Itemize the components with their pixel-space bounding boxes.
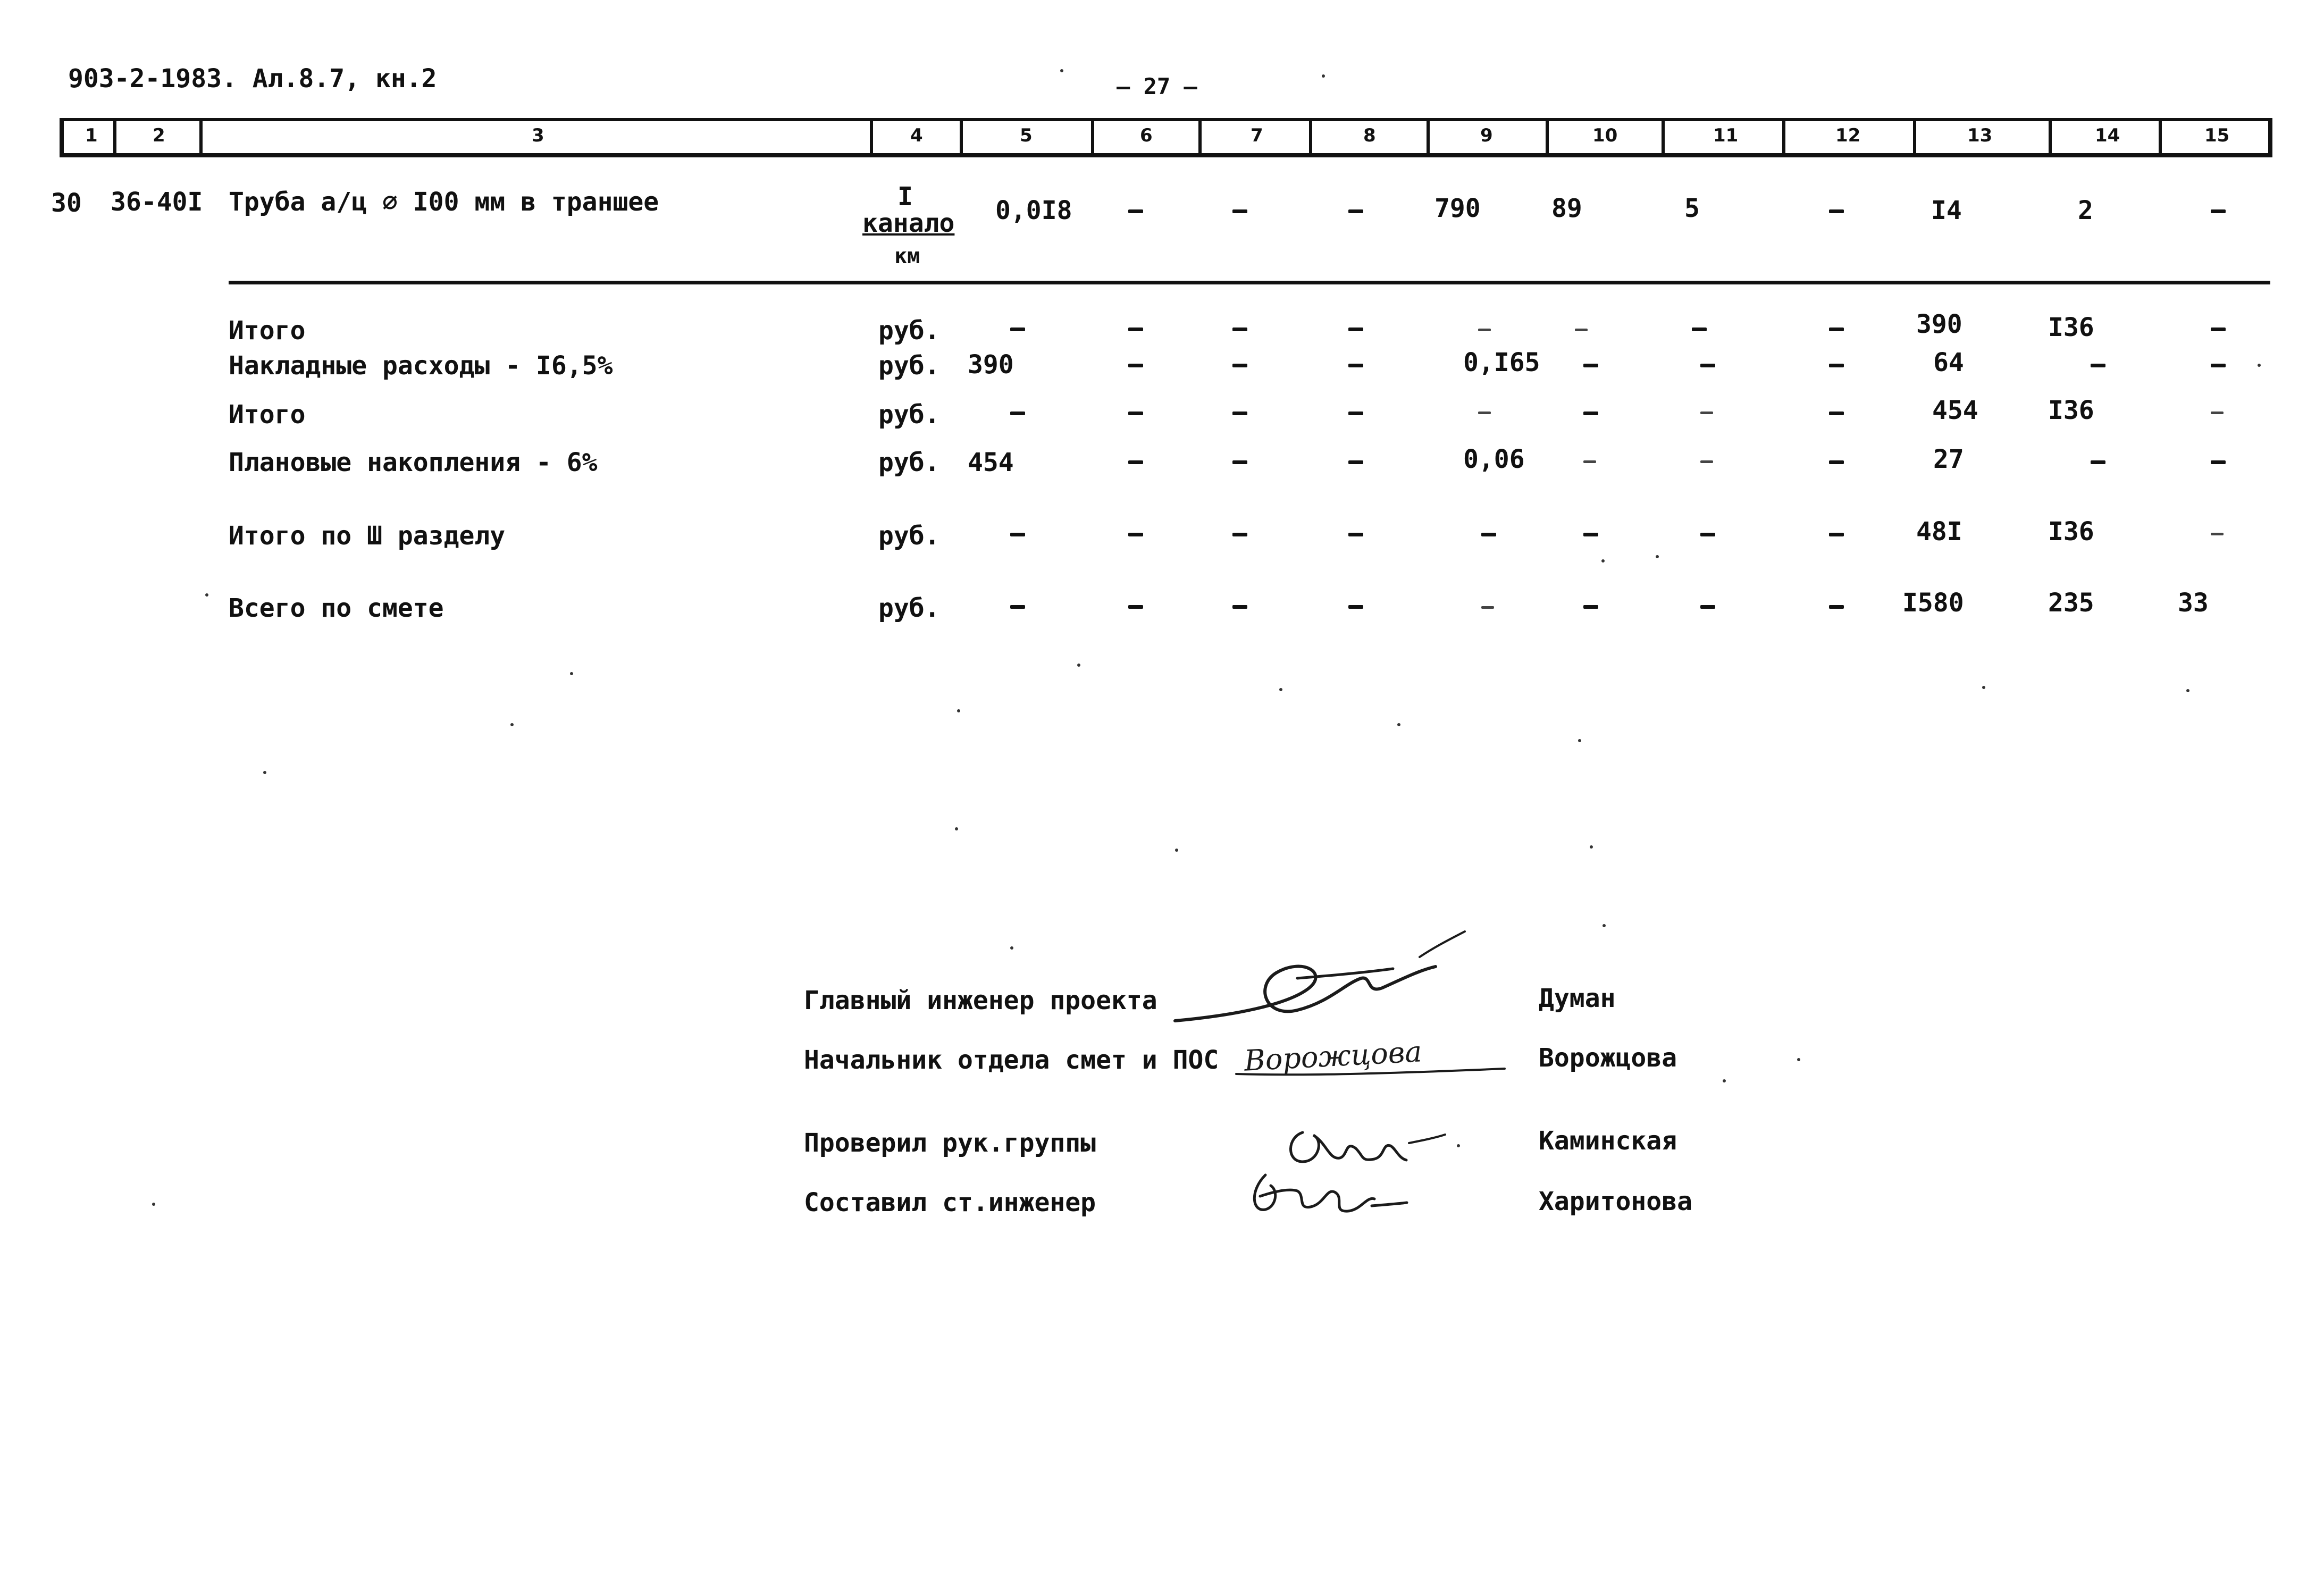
summary-c11 xyxy=(1700,533,1715,536)
column-header: 1 xyxy=(85,125,98,146)
column-header: 13 xyxy=(1967,125,1993,146)
summary-c5 xyxy=(1010,605,1025,609)
signature-name: Ворожцова xyxy=(1539,1043,1677,1073)
cell-c7 xyxy=(1232,209,1247,213)
summary-c5: 390 xyxy=(968,350,1014,380)
signature-handwritten: Ворожцова xyxy=(1243,1035,1423,1078)
summary-c8 xyxy=(1348,605,1363,609)
column-header: 4 xyxy=(910,125,923,146)
summary-c5 xyxy=(1010,533,1025,536)
column-header: 9 xyxy=(1480,125,1493,146)
cell-c6 xyxy=(1128,209,1143,213)
summary-c6 xyxy=(1128,412,1143,415)
signature-name: Харитонова xyxy=(1539,1187,1692,1216)
summary-c7 xyxy=(1232,533,1247,536)
summary-c10 xyxy=(1583,533,1598,536)
summary-c14: 235 xyxy=(2048,588,2094,618)
summary-c12 xyxy=(1829,412,1844,415)
summary-c10 xyxy=(1583,605,1598,609)
summary-c13: I580 xyxy=(1902,588,1964,618)
summary-unit: руб. xyxy=(878,400,940,430)
summary-c8 xyxy=(1348,533,1363,536)
summary-c8 xyxy=(1348,328,1363,331)
column-header: 11 xyxy=(1713,125,1739,146)
summary-label: Плановые накопления - 6% xyxy=(229,448,598,477)
summary-label: Итого xyxy=(229,316,306,346)
summary-c13: 64 xyxy=(1933,348,1964,377)
cell-c8 xyxy=(1348,209,1363,213)
summary-c9 xyxy=(1478,329,1491,331)
summary-c13: 454 xyxy=(1932,396,1978,425)
summary-label: Всего по смете xyxy=(229,593,444,623)
summary-c5 xyxy=(1010,412,1025,415)
summary-c11 xyxy=(1700,412,1713,414)
column-header: 10 xyxy=(1592,125,1618,146)
summary-c15 xyxy=(2211,533,2224,535)
summary-c6 xyxy=(1128,533,1143,536)
summary-c9 xyxy=(1478,412,1491,414)
summary-c8 xyxy=(1348,364,1363,367)
summary-c14: I36 xyxy=(2048,313,2094,342)
cell-c5: 0,0I8 xyxy=(995,196,1072,225)
summary-unit: руб. xyxy=(878,448,940,477)
signature-role: Начальник отдела смет и ПОС xyxy=(804,1045,1219,1075)
column-header: 15 xyxy=(2204,125,2230,146)
signature-name: Думан xyxy=(1539,984,1616,1013)
summary-c12 xyxy=(1829,328,1844,331)
summary-c5 xyxy=(1010,328,1025,331)
summary-label: Накладные расходы - I6,5% xyxy=(229,351,613,381)
summary-c10 xyxy=(1583,364,1598,367)
summary-unit: руб. xyxy=(878,316,940,346)
column-header: 8 xyxy=(1363,125,1376,146)
summary-c9 xyxy=(1481,533,1496,536)
summary-c6 xyxy=(1128,605,1143,609)
summary-c14: I36 xyxy=(2048,517,2094,547)
cell-description: Труба а/ц ∅ I00 мм в траншее xyxy=(229,187,659,217)
summary-c8 xyxy=(1348,460,1363,464)
column-header: 12 xyxy=(1835,125,1861,146)
signature-mark xyxy=(1239,1159,1409,1223)
signature-role: Составил ст.инженер xyxy=(804,1188,1096,1218)
summary-c13: 27 xyxy=(1933,444,1964,474)
summary-c11 xyxy=(1700,605,1715,609)
cell-unit-top: I xyxy=(897,182,913,212)
column-header: 5 xyxy=(1020,125,1033,146)
page-number: — 27 — xyxy=(1117,73,1197,99)
document-code: 903-2-1983. Ал.8.7, кн.2 xyxy=(68,64,437,94)
summary-label: Итого xyxy=(229,400,306,430)
summary-c7 xyxy=(1232,364,1247,367)
column-header: 7 xyxy=(1251,125,1263,146)
summary-c15 xyxy=(2211,412,2224,414)
signature-mark xyxy=(1170,925,1467,1031)
cell-code: 36-40I xyxy=(111,187,203,217)
summary-c7 xyxy=(1232,412,1247,415)
summary-c6 xyxy=(1128,460,1143,464)
summary-c13: 48I xyxy=(1916,517,1962,547)
summary-c12 xyxy=(1829,533,1844,536)
summary-c12 xyxy=(1829,605,1844,609)
column-header: 3 xyxy=(532,125,544,146)
column-header: 6 xyxy=(1140,125,1153,146)
summary-c14: I36 xyxy=(2048,396,2094,425)
summary-c14 xyxy=(2091,364,2105,367)
summary-c7 xyxy=(1232,605,1247,609)
summary-c6 xyxy=(1128,328,1143,331)
summary-c14 xyxy=(2091,460,2105,464)
summary-c7 xyxy=(1232,328,1247,331)
column-header: 14 xyxy=(2095,125,2120,146)
summary-c5: 454 xyxy=(968,448,1014,477)
cell-c9: 790 xyxy=(1434,194,1481,223)
signature-name: Каминская xyxy=(1539,1126,1677,1156)
summary-label: Итого по Ш разделу xyxy=(229,521,506,551)
summary-c12 xyxy=(1829,364,1844,367)
cell-c15 xyxy=(2211,209,2226,213)
summary-c6 xyxy=(1128,364,1143,367)
summary-c12 xyxy=(1829,460,1844,464)
summary-c15 xyxy=(2211,364,2226,367)
cell-c12 xyxy=(1829,209,1844,213)
cell-unit-mid: канало xyxy=(862,208,955,238)
column-header: 2 xyxy=(153,125,165,146)
cell-c11: 5 xyxy=(1684,194,1700,223)
summary-unit: руб. xyxy=(878,351,940,381)
signature-role: Проверил рук.группы xyxy=(804,1128,1096,1158)
cell-row-number: 30 xyxy=(51,188,82,218)
cell-c13: I4 xyxy=(1931,196,1962,225)
summary-c15 xyxy=(2211,460,2226,464)
summary-c10 xyxy=(1575,329,1588,331)
signature-mark xyxy=(1234,1058,1510,1079)
cell-c10: 89 xyxy=(1551,194,1582,223)
row-divider xyxy=(229,281,2270,284)
summary-c11 xyxy=(1700,460,1713,463)
summary-unit: руб. xyxy=(878,593,940,623)
summary-c15: 33 xyxy=(2178,588,2209,618)
summary-c7 xyxy=(1232,460,1247,464)
cell-c14: 2 xyxy=(2078,196,2093,225)
summary-c11 xyxy=(1692,328,1707,331)
summary-c15 xyxy=(2211,328,2226,331)
signature-role: Главный инженер проекта xyxy=(804,986,1157,1015)
summary-c9: 0,I65 xyxy=(1463,348,1540,377)
summary-c9 xyxy=(1481,606,1494,609)
summary-c11 xyxy=(1700,364,1715,367)
cell-unit-bottom: км xyxy=(894,244,920,268)
summary-unit: руб. xyxy=(878,521,940,551)
summary-c13: 390 xyxy=(1916,309,1962,339)
summary-c8 xyxy=(1348,412,1363,415)
summary-c10 xyxy=(1583,412,1598,415)
summary-c10 xyxy=(1583,460,1596,463)
summary-c9: 0,06 xyxy=(1463,444,1525,474)
